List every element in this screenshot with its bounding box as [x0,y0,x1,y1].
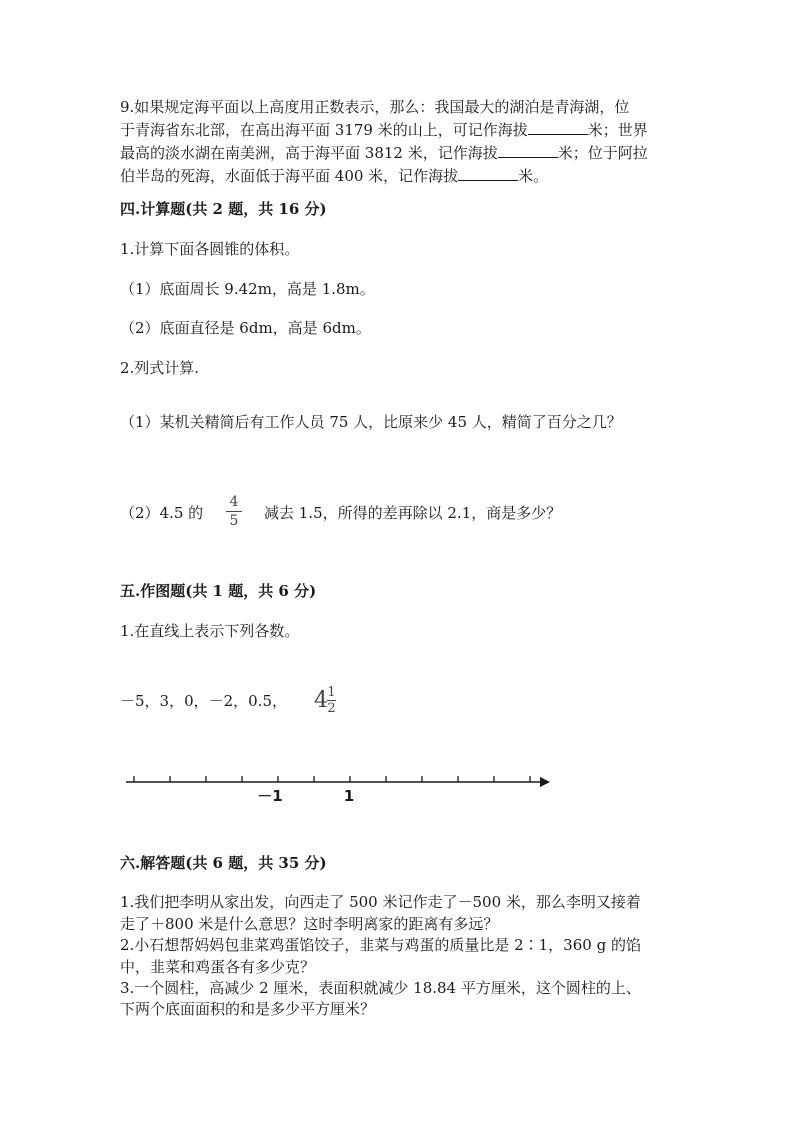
q9-line-1: 9.如果规定海平面以上高度用正数表示，那么：我国最大的湖泊是青海湖，位 [120,98,630,116]
arrow-right-icon [540,777,550,787]
s4-q1-part-a: （1）底面周长 9.42m，高是 1.8m。 [120,280,375,298]
s6-q1-line-1: 1.我们把李明从家出发，向西走了 500 米记作走了－500 米，那么李明又接着 [120,893,641,911]
s4-q2-part-a: （1）某机关精简后有工作人员 75 人，比原来少 45 人，精简了百分之几？ [120,413,622,431]
mixed-whole: 4 [314,688,328,713]
s4-q2-title: 2.列式计算. [120,359,200,377]
s4-q1-part-b: （2）底面直径是 6dm，高是 6dm。 [120,319,371,337]
mixed-denominator: 2 [327,701,336,716]
q9-line-3-tail: 米；位于阿拉 [557,144,648,162]
s6-q2-line-2: 中，韭菜和鸡蛋各有多少克？ [120,958,316,976]
axis-label-one: 1 [343,787,355,805]
q9-line-3-text: 最高的淡水湖在南美洲，高于海平面 3812 米，记作海拔 [120,144,498,162]
mixed-numerator: 1 [327,685,336,700]
s6-q3-line-1: 3.一个圆柱，高减少 2 厘米，表面积就减少 18.84 平方厘米，这个圆柱的上、 [120,979,641,997]
section-6-heading: 六.解答题(共 6 题，共 35 分) [120,854,327,872]
s4-q2-part-b-suffix: 减去 1.5，所得的差再除以 2.1，商是多少？ [264,504,562,522]
tick-group [134,776,530,782]
q9-line-2-tail: 米；世界 [587,121,648,139]
fraction-denominator: 5 [229,513,239,529]
section-5-heading: 五.作图题(共 1 题，共 6 分) [120,582,317,600]
s6-q2-line-1: 2.小石想帮妈妈包韭菜鸡蛋馅饺子，韭菜与鸡蛋的质量比是 2∶1，360 g 的馅 [120,936,641,954]
s6-q3-line-2: 下两个底面面积的和是多少平方厘米？ [120,1000,376,1018]
q9-line-2-text: 于青海省东北部，在高出海平面 3179 米的山上，可记作海拔 [120,121,528,139]
section-4-heading: 四.计算题(共 2 题，共 16 分) [120,200,327,218]
s4-q1-title: 1.计算下面各圆锥的体积。 [120,240,300,258]
s5-q1-title: 1.在直线上表示下列各数。 [120,622,300,640]
fraction-numerator: 4 [229,494,239,510]
s6-q1-line-2: 走了＋800 米是什么意思？这时李明离家的距离有多远？ [120,915,499,933]
axis-label-minus-one: －1 [257,787,283,805]
q9-line-4-tail: 米。 [518,167,549,185]
s4-q2-part-b-prefix: （2）4.5 的 [120,504,204,522]
q9-line-4-text: 伯半岛的死海，水面低于海平面 400 米，记作海拔 [120,167,459,185]
numbers-list: －5，3，0，－2，0.5， [120,692,288,710]
